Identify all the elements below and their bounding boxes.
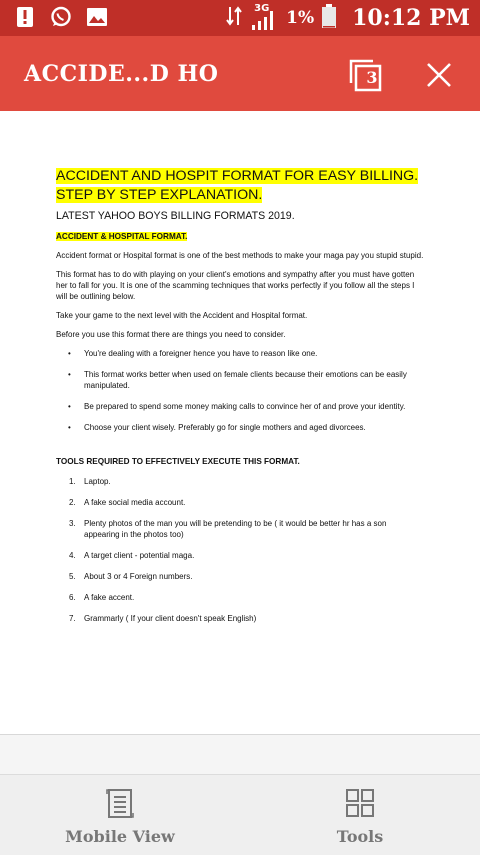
list-item: 7. Grammarly ( If your client doesn't speak English) bbox=[69, 614, 257, 623]
status-bar bbox=[0, 0, 480, 36]
tools-label: Tools bbox=[336, 827, 384, 846]
list-item: • Choose your client wisely. Preferably go for single mothers and aged divorcees. bbox=[56, 422, 424, 433]
list-item: 3. Plenty photos of the man you will be pretending to be ( it would be better hr has a son appearing in the photos too) bbox=[69, 519, 387, 539]
section-heading: ACCIDENT & HOSPITAL FORMAT. bbox=[56, 232, 188, 241]
considerations-list bbox=[56, 348, 424, 433]
list-item: 5. About 3 or 4 Foreign numbers. bbox=[69, 572, 193, 581]
list-item: 6. A fake accent. bbox=[69, 593, 135, 602]
paragraph: Accident format or Hospital format is one of the best methods to make your maga pay you stupid stupid. bbox=[56, 251, 424, 260]
app-bar bbox=[0, 36, 480, 111]
doc-title: ACCIDENT AND HOSPIT FORMAT FOR EASY BILLING. STEP BY STEP EXPLANATION. bbox=[56, 168, 419, 203]
battery-percent: 1% bbox=[286, 8, 315, 28]
close-button[interactable] bbox=[424, 60, 454, 90]
close-icon bbox=[424, 60, 454, 90]
pages-button[interactable] bbox=[348, 58, 382, 92]
page-separator bbox=[0, 734, 480, 775]
list-item: • This format works better when used on female clients because their emotions can be easily manipulated. bbox=[56, 369, 424, 391]
list-item: 4. A target client - potential maga. bbox=[69, 551, 195, 560]
data-arrows-icon bbox=[226, 5, 242, 31]
gallery-icon bbox=[86, 6, 108, 28]
bottom-toolbar bbox=[0, 774, 480, 855]
mobile-view-label: Mobile View bbox=[65, 827, 175, 846]
tools-list bbox=[56, 476, 424, 624]
alert-icon bbox=[14, 6, 36, 28]
list-item: • You're dealing with a foreigner hence you have to reason like one. bbox=[56, 348, 424, 359]
network-label: 3G bbox=[254, 3, 270, 14]
page-count: 3 bbox=[366, 68, 378, 87]
grid-icon bbox=[344, 787, 376, 819]
paragraph: Take your game to the next level with the Accident and Hospital format. bbox=[56, 311, 308, 320]
paragraph: Before you use this format there are things you need to consider. bbox=[56, 330, 286, 339]
list-item: 2. A fake social media account. bbox=[69, 498, 186, 507]
document-title: ACCIDE...D HO bbox=[24, 61, 219, 87]
list-item: 1. Laptop. bbox=[69, 477, 111, 486]
paragraph: This format has to do with playing on your client's emotions and sympathy after you must have gotten her to fall for you. It is one of the scamming techniques that works perfectly if you follow all the steps I will be outlining below. bbox=[56, 270, 415, 301]
tools-heading: TOOLS REQUIRED TO EFFECTIVELY EXECUTE THIS FORMAT. bbox=[56, 457, 300, 466]
document-icon bbox=[104, 787, 136, 819]
clock: 10:12 PM bbox=[352, 5, 470, 31]
battery-icon bbox=[322, 4, 336, 32]
document-page[interactable] bbox=[0, 111, 480, 734]
signal-icon bbox=[250, 5, 278, 31]
list-item: • Be prepared to spend some money making calls to convince her of and prove your identity. bbox=[56, 401, 424, 412]
tools-button[interactable] bbox=[240, 775, 480, 855]
doc-subtitle: LATEST YAHOO BOYS BILLING FORMATS 2019. bbox=[56, 210, 295, 222]
whatsapp-icon bbox=[50, 6, 72, 28]
mobile-view-button[interactable] bbox=[0, 775, 240, 855]
